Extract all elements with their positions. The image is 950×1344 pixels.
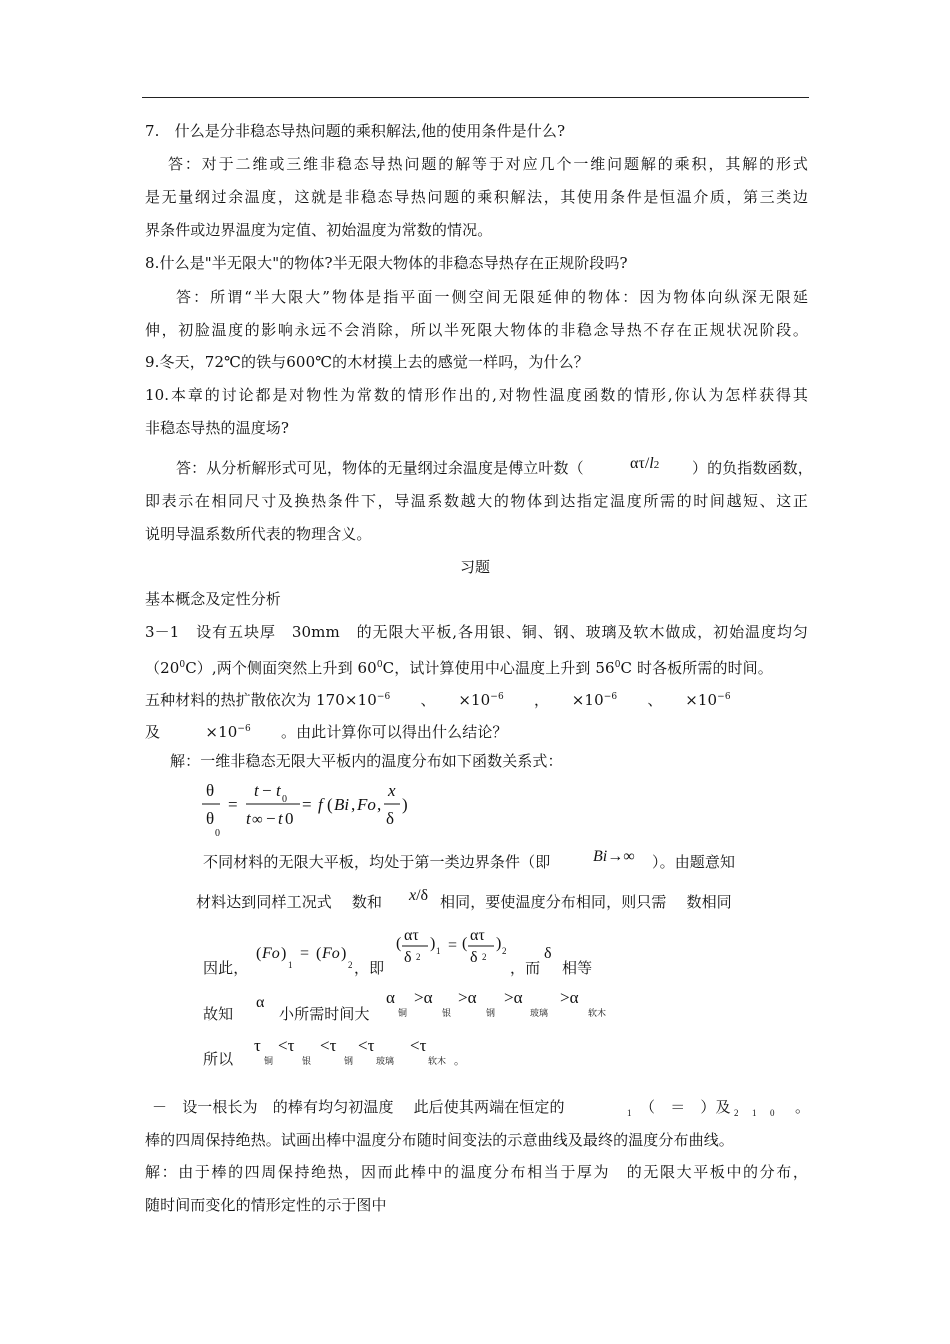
solution-line-3b: ，即	[354, 959, 385, 977]
diffusivity-inequality	[382, 986, 622, 1020]
solution-line-3d: 相等	[562, 959, 593, 977]
svg-text:<τ: <τ	[278, 1036, 295, 1055]
answer-10-line-3: 说明导温系数所代表的物理含义。	[145, 525, 372, 543]
svg-text:t: t	[246, 809, 251, 828]
problem-3-2-line-3: 解：由于棒的四周保持绝热，因而此棒中的温度分布相当于厚为 的无限大平板中的分布，	[145, 1163, 808, 1181]
problem-3-2-line-1c: 。	[795, 1098, 811, 1116]
svg-text:银: 银	[302, 1057, 312, 1067]
svg-text:x: x	[388, 781, 396, 800]
svg-text:): )	[281, 945, 287, 962]
svg-text:=: =	[302, 795, 312, 814]
svg-text:2: 2	[482, 952, 487, 962]
material-glass: 玻璃	[530, 1009, 549, 1019]
svg-text:钢: 钢	[344, 1057, 354, 1067]
svg-text:δ: δ	[386, 809, 395, 828]
svg-text:=: =	[448, 937, 458, 954]
svg-text:<τ: <τ	[320, 1036, 337, 1055]
answer-8-line-1: 答：所谓“半大限大”物体是指平面一侧空间无限延伸的物体：因为物体向纵深无限延	[176, 288, 808, 306]
question-7: 7. 什么是分非稳态导热问题的乘积解法,他的使用条件是什么?	[145, 122, 566, 140]
x-over-delta-formula: x/δ	[409, 887, 429, 904]
delta-symbol: δ	[544, 945, 552, 962]
subscript-1: 1	[627, 1108, 632, 1118]
svg-text:2: 2	[348, 960, 353, 970]
subsection-title: 基本概念及定性分析	[145, 590, 281, 608]
header-rule	[142, 97, 809, 98]
svg-text:,: ,	[377, 795, 382, 814]
material-cork: 软木	[588, 1009, 607, 1019]
svg-text:Fo: Fo	[262, 945, 280, 962]
solution-line-3c: ，而	[510, 959, 541, 977]
svg-text:1: 1	[436, 946, 441, 956]
svg-text:Fo: Fo	[357, 795, 376, 814]
problem-3-2-line-4: 随时间而变化的情形定性的示于图中	[145, 1196, 387, 1214]
svg-text:0: 0	[215, 828, 220, 839]
subscript-2: 2 1 0	[734, 1108, 775, 1118]
svg-text:ατ: ατ	[470, 927, 485, 944]
svg-text:<τ: <τ	[410, 1036, 427, 1055]
problem-3-1-line-1: 3－1 设有五块厚 30mm 的无限大平板,各用银、铜、钢、玻璃及软木做成，初始温度均匀	[145, 623, 808, 641]
svg-text:τ: τ	[254, 1036, 261, 1055]
problem-3-1-line-3: 五种材料的热扩散依次为 $170\times 10^{-6}$ 、 $\times 10^{-6}$ ， $\times 10^{-6}$ 、 $\times 10^{-6}$	[145, 691, 731, 709]
svg-text:2: 2	[416, 952, 421, 962]
svg-text:0: 0	[285, 809, 294, 828]
svg-text:=: =	[300, 945, 310, 962]
svg-text:∞: ∞	[252, 812, 263, 828]
problem-3-1-line-4: 及 $\times 10^{-6}$ 。由此计算你可以得出什么结论？	[145, 723, 508, 741]
svg-text:>α: >α	[504, 988, 523, 1007]
solution-line-1a: 不同材料的无限大平板，均处于第一类边界条件（即	[203, 853, 551, 871]
svg-text:(: (	[462, 935, 468, 952]
fourier-number-formula: ατ/l2	[630, 455, 660, 472]
svg-text:<τ: <τ	[358, 1036, 375, 1055]
svg-text:(: (	[256, 945, 262, 962]
svg-text:θ: θ	[206, 781, 215, 800]
question-9: 9.冬天，72℃的铁与600℃的木材摸上去的感觉一样吗，为什么？	[145, 353, 589, 371]
svg-text:(: (	[327, 795, 333, 814]
problem-3-2-line-1a: － 设一根长为 的棒有均匀初温度 此后使其两端在恒定的	[152, 1098, 565, 1116]
temperature-distribution-formula	[196, 776, 436, 840]
svg-text:(: (	[316, 945, 322, 962]
problem-3-2-line-2: 棒的四周保持绝热。试画出棒中温度分布随时间变法的示意曲线及最终的温度分布曲线。	[145, 1131, 734, 1149]
question-10-line-2: 非稳态导热的温度场?	[145, 419, 290, 437]
svg-text:>α: >α	[458, 988, 477, 1007]
svg-text:f: f	[318, 795, 323, 814]
svg-text:软木: 软木	[428, 1057, 447, 1067]
svg-text:。: 。	[454, 1054, 465, 1067]
svg-text:0: 0	[282, 794, 287, 805]
solution-line-3a: 因此，	[203, 959, 249, 977]
solution-line-5a: 所以	[203, 1050, 234, 1068]
problem-3-2-line-1b: （ ＝ ）及	[640, 1098, 731, 1116]
material-silver: 银	[442, 1009, 452, 1019]
solution-line-4b: 小所需时间大	[279, 1005, 370, 1023]
svg-text:,: ,	[351, 795, 356, 814]
svg-text:铜: 铜	[264, 1057, 274, 1067]
svg-text:θ: θ	[206, 809, 215, 828]
problem-3-1-line-2: $(20^0C)$,两个侧面突然上升到 $60^0C$，试计算使用中心温度上升到 $56^0C$ 时各板所需的时间。	[145, 659, 773, 677]
answer-10-line-1b: ）的负指数函数，	[692, 459, 813, 477]
svg-text:ατ: ατ	[404, 927, 419, 944]
svg-text:): )	[402, 795, 408, 814]
answer-8-line-2: 伸，初脸温度的影响永远不会消除，所以半死限大物体的非稳念导热不存在正规状况阶段。	[145, 321, 808, 339]
solution-line-2a: 材料达到同样工况式 数和	[196, 893, 383, 911]
svg-text:2: 2	[502, 946, 507, 956]
svg-text:): )	[430, 935, 436, 952]
solution-line-4a: 故知	[203, 1005, 234, 1023]
svg-text:>α: >α	[560, 988, 579, 1007]
svg-text:): )	[341, 945, 347, 962]
question-10-line-1: 10.本章的讨论都是对物性为常数的情形作出的,对物性温度函数的情形,你认为怎样获得其	[145, 386, 808, 404]
section-title: 习题	[459, 558, 490, 576]
svg-text:玻璃: 玻璃	[376, 1057, 395, 1067]
svg-text:δ: δ	[470, 949, 478, 966]
svg-text:−: −	[262, 781, 272, 800]
svg-text:=: =	[228, 795, 238, 814]
svg-text:−: −	[266, 809, 276, 828]
solution-line-2b: 相同，要使温度分布相同，则只需 数相同	[440, 893, 732, 911]
svg-text:1: 1	[288, 960, 293, 970]
alpha-symbol: α	[256, 994, 265, 1011]
svg-text:δ: δ	[404, 949, 412, 966]
svg-text:α: α	[386, 988, 395, 1007]
answer-7-line-1: 答：对于二维或三维非稳态导热问题的解等于对应几个一维问题解的乘积，其解的形式	[168, 155, 808, 173]
svg-text:Bi: Bi	[334, 795, 350, 814]
svg-text:(: (	[396, 935, 402, 952]
answer-10-line-2: 即表示在相同尺寸及换热条件下，导温系数越大的物体到达指定温度所需的时间越短、这正	[145, 492, 808, 510]
svg-text:t: t	[254, 781, 259, 800]
answer-10-line-1a: 答：从分析解形式可见，物体的无量纲过余温度是傅立叶数（	[176, 459, 584, 477]
svg-text:Fo: Fo	[322, 945, 340, 962]
question-8: 8.什么是"半无限大"的物体?半无限大物体的非稳态导热存在正规阶段吗?	[145, 254, 628, 272]
svg-text:t: t	[278, 809, 283, 828]
bi-infinity-formula: Bi→∞	[593, 848, 635, 865]
material-copper: 铜	[398, 1009, 408, 1019]
answer-7-line-3: 界条件或边界温度为定值、初始温度为常数的情况。	[145, 221, 493, 239]
solution-line-1b: ）。由题意知	[652, 853, 736, 871]
svg-text:>α: >α	[414, 988, 433, 1007]
material-steel: 钢	[486, 1009, 496, 1019]
answer-7-line-2: 是无量纲过余温度，这就是非稳态导热问题的乘积解法，其使用条件是恒温介质，第三类边	[145, 188, 808, 206]
svg-text:): )	[496, 935, 502, 952]
solution-intro: 解：一维非稳态无限大平板内的温度分布如下函数关系式：	[170, 752, 563, 770]
svg-text:t: t	[276, 781, 281, 800]
time-inequality	[250, 1034, 490, 1070]
